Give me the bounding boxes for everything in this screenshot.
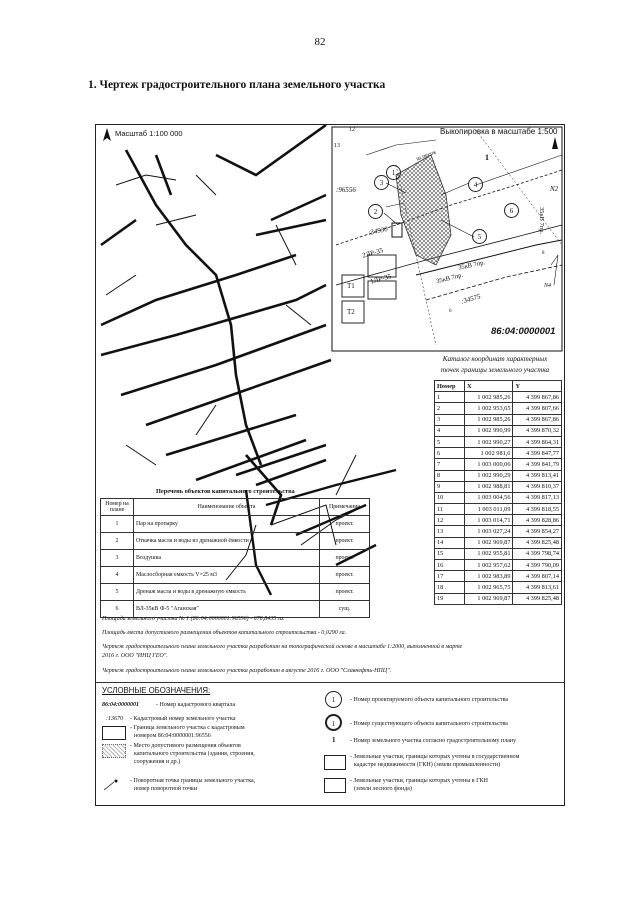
coord-cell-y: 4 399 807,66 bbox=[513, 403, 562, 414]
legend-place-text-1: - Место допустимого размещения объектов bbox=[130, 743, 241, 749]
coord-cell-y: 4 399 867,86 bbox=[513, 414, 562, 425]
object-cell-n: 3 bbox=[101, 550, 134, 567]
coord-row bbox=[435, 425, 562, 436]
pipeline-network bbox=[101, 125, 331, 525]
coord-cell-n: 10 bbox=[435, 492, 465, 503]
legend-gkn-industry-symbol bbox=[324, 755, 346, 770]
legend-gkn2-text-2: (земли лесного фонда) bbox=[354, 786, 412, 792]
coord-cell-x: 1 003 014,71 bbox=[464, 515, 513, 526]
inset-label-tp35-c: 35кВ 7пр. bbox=[538, 206, 546, 235]
legend-cad-code: :13670 bbox=[106, 716, 123, 722]
coord-row bbox=[435, 448, 562, 459]
coord-catalog-title bbox=[426, 354, 564, 376]
objects-title: Перечень объектов капитального строительства bbox=[156, 488, 295, 495]
legend-gkn2-text-1: - Земельные участки, границы которых учтены в ГКН bbox=[350, 778, 488, 784]
coord-row bbox=[435, 436, 562, 447]
coord-cell-y: 4 399 841,79 bbox=[513, 459, 562, 470]
coord-cell-x: 1 002 988,81 bbox=[464, 481, 513, 492]
coord-header-y: Y bbox=[513, 381, 562, 392]
coord-cell-n: 2 bbox=[435, 403, 465, 414]
object-cell-name: ВЛ-35кВ Ф-5 "Аганская" bbox=[134, 601, 320, 618]
coord-header-x: X bbox=[464, 381, 513, 392]
object-row bbox=[101, 584, 370, 601]
coord-cell-y: 4 399 864,31 bbox=[513, 436, 562, 447]
inset-label-pad: ш.песок bbox=[415, 149, 438, 163]
legend-place-text-2: капитального строительства (здания, строения, bbox=[134, 751, 255, 757]
object-cell-s: проект. bbox=[320, 516, 370, 533]
coord-cell-x: 1 002 969,87 bbox=[464, 593, 513, 604]
cadastral-block-label: 86:04:0000001 bbox=[491, 326, 556, 337]
objects-header-note: Примечание bbox=[320, 499, 370, 516]
object-cell-s: проект. bbox=[320, 584, 370, 601]
object-cell-name: Пар на пропарку bbox=[134, 516, 320, 533]
coord-cell-y: 4 399 790,09 bbox=[513, 560, 562, 571]
object-row bbox=[101, 550, 370, 567]
coord-cell-x: 1 002 957,62 bbox=[464, 560, 513, 571]
legend-exist-circle: 1 bbox=[325, 714, 342, 731]
coord-rows bbox=[435, 392, 562, 605]
object-row bbox=[101, 533, 370, 550]
coord-cell-y: 4 399 807,14 bbox=[513, 571, 562, 582]
inset-label-2lp35: 2ЛР-35 bbox=[361, 246, 385, 260]
object-row bbox=[101, 516, 370, 533]
coord-row bbox=[435, 459, 562, 470]
legend-divider bbox=[96, 682, 564, 683]
coord-cell-n: 16 bbox=[435, 560, 465, 571]
coord-cell-n: 18 bbox=[435, 582, 465, 593]
legend-gkn1-text-1: - Земельные участки, границы которых учтены в государственном bbox=[350, 754, 520, 760]
legend-place-text-3: сооружения и др.) bbox=[134, 759, 181, 765]
legend-kvartal-code: 86:04:0000001 bbox=[102, 702, 139, 708]
coord-row bbox=[435, 481, 562, 492]
legend-exist-text: - Номер существующего объекта капитального строительства bbox=[350, 721, 508, 727]
coord-row bbox=[435, 548, 562, 559]
coord-row bbox=[435, 515, 562, 526]
coord-title-line1: Каталог координат характерных bbox=[442, 355, 548, 363]
coord-cell-y: 4 399 798,74 bbox=[513, 548, 562, 559]
legend-turn-text-2: номер поворотной точки bbox=[134, 786, 198, 792]
legend-place-symbol bbox=[102, 744, 126, 758]
note-topo-author: 2016 г. ООО "ИНЦ ГЕО". bbox=[102, 653, 168, 659]
inset-label-12: 12 bbox=[349, 127, 355, 133]
object-cell-name: Откачка масла и воды из дренажной ёмкости bbox=[134, 533, 320, 550]
coord-cell-n: 7 bbox=[435, 459, 465, 470]
coord-cell-x: 1 002 969,87 bbox=[464, 537, 513, 548]
inset-plot-number: 1 bbox=[485, 153, 489, 162]
inset-title: Выкопировка в масштабе 1:500 bbox=[440, 127, 558, 136]
coord-cell-y: 4 399 817,13 bbox=[513, 492, 562, 503]
objects-header-number: Номер на плане bbox=[101, 499, 134, 516]
coord-cell-x: 1 002 983,89 bbox=[464, 571, 513, 582]
object-cell-n: 6 bbox=[101, 601, 134, 618]
legend-boundary-text-2: номером 86:04:0000001:96556 bbox=[134, 733, 211, 739]
coord-cell-n: 11 bbox=[435, 504, 465, 515]
coord-cell-n: 14 bbox=[435, 537, 465, 548]
object-cell-name: Маслосборная емкость V=25 м3 bbox=[134, 567, 320, 584]
plan-drawing-frame bbox=[95, 124, 565, 806]
inset-label-n4: N4 bbox=[544, 283, 552, 289]
coord-cell-x: 1 002 985,26 bbox=[464, 392, 513, 403]
coord-cell-y: 4 399 810,37 bbox=[513, 481, 562, 492]
coord-cell-y: 4 399 825,48 bbox=[513, 537, 562, 548]
inset-label-n2: N2 bbox=[550, 185, 559, 193]
legend-proj-circle: 1 bbox=[325, 691, 342, 708]
object-marker-4: 4 bbox=[468, 177, 483, 192]
coord-row bbox=[435, 492, 562, 503]
note-topo-basis: Чертеж градостроительного плана земельного участка разработан на топографической основе в масштабе 1:2000, выполненной в марте bbox=[102, 644, 463, 650]
coord-row bbox=[435, 392, 562, 403]
object-marker-2: 2 bbox=[368, 204, 383, 219]
inset-label-t2: Т2 bbox=[347, 308, 355, 316]
object-cell-n: 5 bbox=[101, 584, 134, 601]
coord-row bbox=[435, 526, 562, 537]
object-cell-n: 2 bbox=[101, 533, 134, 550]
coord-cell-n: 9 bbox=[435, 481, 465, 492]
object-marker-5: 5 bbox=[472, 229, 487, 244]
coord-header-number: Номер bbox=[435, 381, 465, 392]
coord-cell-x: 1 003 011,09 bbox=[464, 504, 513, 515]
coord-row bbox=[435, 414, 562, 425]
north-arrow-icon bbox=[102, 128, 112, 142]
legend-gkn-forest-symbol bbox=[324, 778, 346, 793]
coord-cell-y: 4 399 847,77 bbox=[513, 448, 562, 459]
coord-cell-y: 4 399 867,86 bbox=[513, 392, 562, 403]
object-cell-n: 1 bbox=[101, 516, 134, 533]
object-marker-3: 3 bbox=[374, 175, 389, 190]
coord-cell-y: 4 399 828,86 bbox=[513, 515, 562, 526]
coord-cell-n: 6 bbox=[435, 448, 465, 459]
coord-cell-x: 1 003 000,06 bbox=[464, 459, 513, 470]
coord-cell-y: 4 399 818,55 bbox=[513, 504, 562, 515]
note-area-plot: Площадь земельного участка № 1 (86:04:0000001:96556) - 678,8435 га. bbox=[102, 616, 285, 622]
object-cell-s: проект. bbox=[320, 567, 370, 584]
legend-title: УСЛОВНЫЕ ОБОЗНАЧЕНИЯ: bbox=[102, 686, 211, 695]
legend-gkn1-text-2: кадастре недвижимости (ГКН) (земли промышленности) bbox=[354, 762, 501, 768]
coord-cell-x: 1 003 004,56 bbox=[464, 492, 513, 503]
legend-boundary-symbol bbox=[102, 726, 126, 740]
coord-cell-y: 4 399 813,41 bbox=[513, 470, 562, 481]
coord-cell-x: 1 002 990,27 bbox=[464, 436, 513, 447]
inset-label-t1: Т1 bbox=[347, 282, 355, 290]
inset-label-8: 8 bbox=[542, 251, 545, 256]
inset-label-6: 6 bbox=[449, 309, 452, 314]
object-marker-6: 6 bbox=[504, 203, 519, 218]
coord-row bbox=[435, 560, 562, 571]
object-row bbox=[101, 601, 370, 618]
inset-label-13: 13 bbox=[334, 143, 340, 149]
coord-cell-n: 13 bbox=[435, 526, 465, 537]
coord-catalog-table bbox=[434, 380, 562, 605]
object-row bbox=[101, 567, 370, 584]
coord-cell-n: 1 bbox=[435, 392, 465, 403]
turn-point-icon bbox=[102, 778, 124, 792]
object-cell-s: проект. bbox=[320, 550, 370, 567]
object-cell-name: Дренаж масла и воды в дренажную емкость bbox=[134, 584, 320, 601]
object-marker-1: 1 bbox=[386, 165, 401, 180]
coord-cell-n: 5 bbox=[435, 436, 465, 447]
coord-cell-n: 17 bbox=[435, 571, 465, 582]
legend-boundary-text-1: - Граница земельного участка с кадастровым bbox=[130, 725, 245, 731]
objects-rows bbox=[101, 516, 370, 618]
legend-turn-text-1: - Поворотная точка границы земельного участка, bbox=[130, 778, 256, 784]
coord-cell-n: 4 bbox=[435, 425, 465, 436]
object-cell-name: Воздушка bbox=[134, 550, 320, 567]
coord-cell-n: 15 bbox=[435, 548, 465, 559]
coord-row bbox=[435, 403, 562, 414]
coord-row bbox=[435, 582, 562, 593]
legend-plot-text: - Номер земельного участка согласно градостроительному плану bbox=[350, 738, 517, 744]
page-heading: 1. Чертеж градостроительного плана земельного участка bbox=[88, 79, 386, 91]
object-cell-s: сущ. bbox=[320, 601, 370, 618]
coord-cell-x: 1 002 985,26 bbox=[464, 414, 513, 425]
inset-plan bbox=[332, 127, 562, 351]
coord-cell-x: 1 002 981,6 bbox=[464, 448, 513, 459]
coord-cell-x: 1 002 965,75 bbox=[464, 582, 513, 593]
page-number: 82 bbox=[314, 36, 326, 48]
coord-cell-y: 4 399 870,32 bbox=[513, 425, 562, 436]
coord-row bbox=[435, 571, 562, 582]
coord-cell-x: 1 002 990,99 bbox=[464, 425, 513, 436]
objects-table bbox=[100, 498, 370, 618]
legend-kvartal-text: - Номер кадастрового квартала bbox=[156, 702, 236, 708]
coord-row bbox=[435, 537, 562, 548]
objects-header-name: Наименование объекта bbox=[134, 499, 320, 516]
object-cell-s: проект. bbox=[320, 533, 370, 550]
inset-label-tp35-a: 35кВ 7пр. bbox=[457, 259, 486, 272]
coord-row bbox=[435, 593, 562, 604]
coord-cell-x: 1 002 955,81 bbox=[464, 548, 513, 559]
coord-cell-x: 1 002 990,29 bbox=[464, 470, 513, 481]
coord-cell-n: 12 bbox=[435, 515, 465, 526]
coord-cell-y: 4 399 854,27 bbox=[513, 526, 562, 537]
coord-cell-n: 8 bbox=[435, 470, 465, 481]
legend-proj-text: - Номер проектируемого объекта капитального строительства bbox=[350, 697, 509, 703]
coord-row bbox=[435, 470, 562, 481]
object-cell-n: 4 bbox=[101, 567, 134, 584]
legend-plot-num: 1 bbox=[332, 736, 336, 744]
inset-label-1lp35: 1ЛР-35 bbox=[369, 272, 393, 286]
coord-cell-y: 4 399 813,61 bbox=[513, 582, 562, 593]
coord-title-line2: точек границы земельного участка bbox=[440, 366, 550, 374]
inset-label-34575: :34575 bbox=[460, 292, 482, 306]
inset-label-34930: :34930 bbox=[367, 225, 389, 237]
coord-cell-x: 1 002 953,65 bbox=[464, 403, 513, 414]
legend-cad-text: - Кадастровый номер земельного участка bbox=[130, 716, 236, 722]
inset-label-tp35-b: 35кВ 7пр. bbox=[435, 271, 464, 286]
inset-label-block-left: :96556 bbox=[336, 186, 356, 194]
coord-cell-x: 1 003 027,24 bbox=[464, 526, 513, 537]
note-developer: Чертеж градостроительного плана земельного участка разработан в августе 2016 г. ООО "Славнефть-НПЦ". bbox=[102, 668, 392, 674]
coord-cell-y: 4 399 825,48 bbox=[513, 593, 562, 604]
coord-cell-n: 3 bbox=[435, 414, 465, 425]
note-area-place: Площадь места допустимого размещения объектов капитального строительства - 0,0290 га. bbox=[102, 630, 347, 636]
coord-cell-n: 19 bbox=[435, 593, 465, 604]
map-scale-label: Масштаб 1:100 000 bbox=[115, 129, 183, 138]
coord-row bbox=[435, 504, 562, 515]
